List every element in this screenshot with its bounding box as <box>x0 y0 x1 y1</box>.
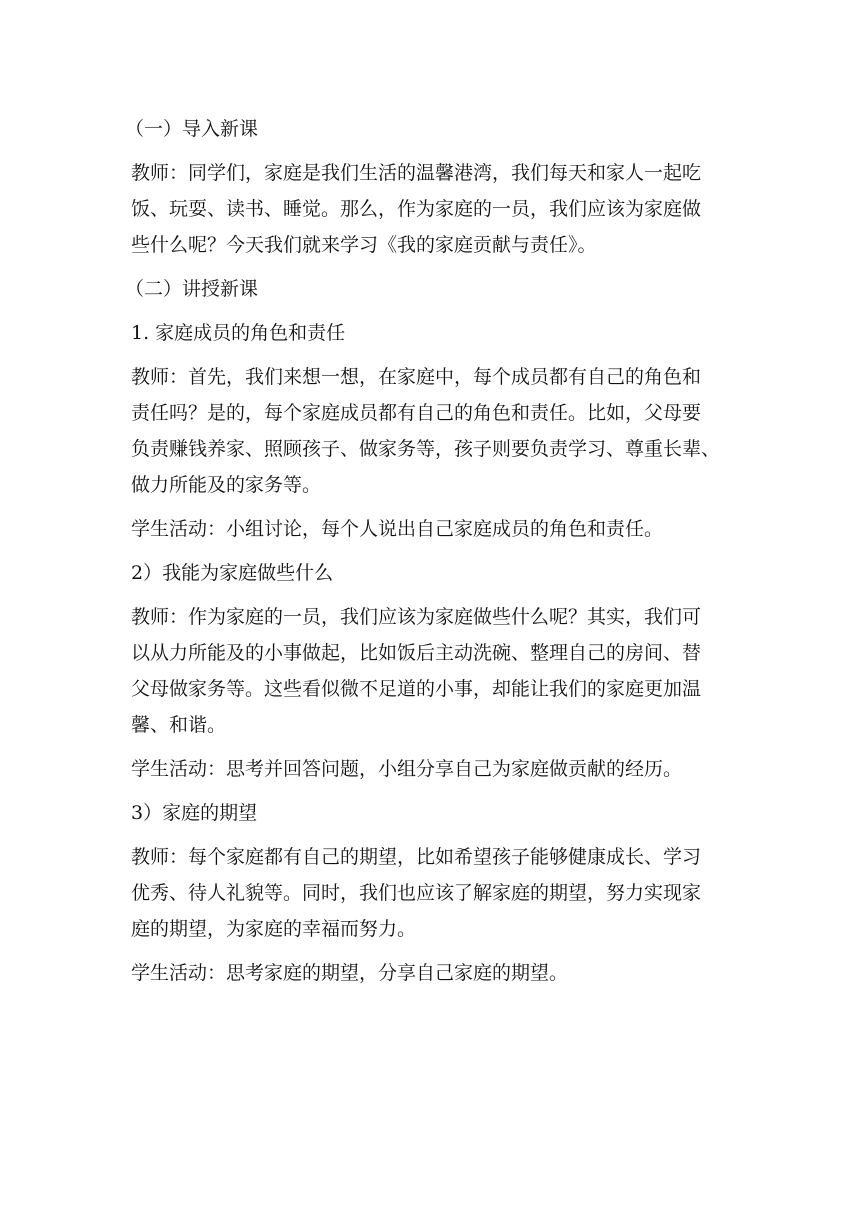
text-line: 以从力所能及的小事做起，比如饭后主动洗碗、整理自己的房间、替 <box>131 642 702 664</box>
item3-activity: 学生活动：思考家庭的期望，分享自己家庭的期望。 <box>131 962 569 984</box>
item2-activity: 学生活动：思考并回答问题，小组分享自己为家庭做贡献的经历。 <box>131 758 683 780</box>
text-line: 馨、和谐。 <box>131 714 227 736</box>
item3-heading: 3）家庭的期望 <box>131 802 258 824</box>
document-page <box>125 111 735 991</box>
paragraph-intro-teacher <box>131 155 735 263</box>
text-line: 责任吗？是的，每个家庭成员都有自己的角色和责任。比如，父母要 <box>131 402 702 424</box>
item1-heading: 1. 家庭成员的角色和责任 <box>131 322 346 344</box>
paragraph-item3-teacher <box>131 839 735 947</box>
text-line: 优秀、待人礼貌等。同时，我们也应该了解家庭的期望，努力实现家 <box>131 882 702 904</box>
text-line: 教师：同学们，家庭是我们生活的温馨港湾，我们每天和家人一起吃 <box>131 162 702 184</box>
item2-heading: 2）我能为家庭做些什么 <box>131 562 334 584</box>
section-heading-intro: （一）导入新课 <box>125 118 259 140</box>
text-line: 教师：每个家庭都有自己的期望，比如希望孩子能够健康成长、学习 <box>131 846 702 868</box>
text-line: 教师：作为家庭的一员，我们应该为家庭做些什么呢？其实，我们可 <box>131 606 702 628</box>
section-heading-teach: （二）讲授新课 <box>125 278 259 300</box>
text-line: 些什么呢？今天我们就来学习《我的家庭贡献与责任》。 <box>131 234 597 256</box>
text-line: 庭的期望，为家庭的幸福而努力。 <box>131 918 417 940</box>
paragraph-item1-teacher <box>131 359 735 503</box>
text-line: 负责赚钱养家、照顾孩子、做家务等，孩子则要负责学习、尊重长辈、 <box>131 438 721 460</box>
text-line: 教师：首先，我们来想一想，在家庭中，每个成员都有自己的角色和 <box>131 366 702 388</box>
text-line: 做力所能及的家务等。 <box>131 474 322 496</box>
text-line: 父母做家务等。这些看似微不足道的小事，却能让我们的家庭更加温 <box>131 678 702 700</box>
text-line: 饭、玩耍、读书、睡觉。那么，作为家庭的一员，我们应该为家庭做 <box>131 198 702 220</box>
paragraph-item2-teacher <box>131 599 735 743</box>
item1-activity: 学生活动：小组讨论，每个人说出自己家庭成员的角色和责任。 <box>131 518 664 540</box>
